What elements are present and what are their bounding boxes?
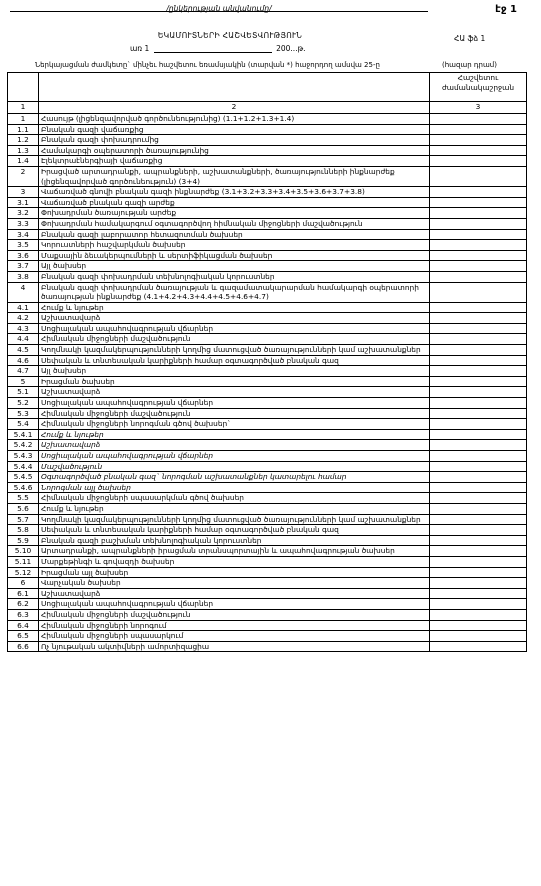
row-value-cell[interactable] (430, 323, 527, 334)
row-number: 5.6 (8, 503, 39, 514)
row-number: 5.12 (8, 567, 39, 578)
row-number: 2 (8, 166, 39, 186)
table-row (8, 546, 527, 557)
report-table (7, 72, 527, 652)
row-indicator-text: Հիմնական միջոցների սպասարկում (39, 631, 430, 642)
row-number: 3.3 (8, 218, 39, 229)
row-value-cell[interactable] (430, 145, 527, 156)
row-indicator-text: Մաշվածություն (39, 461, 430, 472)
table-row (8, 419, 527, 430)
row-value-cell[interactable] (430, 250, 527, 261)
column-index-row (8, 102, 527, 114)
row-indicator-text: Հումք և նյութեր (39, 429, 430, 440)
row-number: 3.8 (8, 271, 39, 282)
row-indicator-text: Կորուստների հաշվարկման ծախսեր (39, 240, 430, 251)
row-indicator-text: Մաքսային ձեւակերպումների և սերտիֆիկացման ծախսեր (39, 250, 430, 261)
row-number: 5.3 (8, 408, 39, 419)
column-header-indicator (39, 73, 430, 102)
row-value-cell[interactable] (430, 620, 527, 631)
row-value-cell[interactable] (430, 387, 527, 398)
row-value-cell[interactable] (430, 271, 527, 282)
row-value-cell[interactable] (430, 599, 527, 610)
row-number: 1 (8, 114, 39, 125)
row-number: 5 (8, 376, 39, 387)
row-indicator-text: Հասույթ (լիցենզավորված գործունեությունից) (1.1+1.2+1.3+1.4) (39, 114, 430, 125)
row-number: 5.4.5 (8, 472, 39, 483)
row-value-cell[interactable] (430, 482, 527, 493)
row-value-cell[interactable] (430, 440, 527, 451)
row-indicator-text: Փոխադրման համակարգում օգտագործվող հիմնական միջոցների մաշվածություն (39, 218, 430, 229)
row-indicator-text: Հիմնական միջոցների մաշվածություն (39, 609, 430, 620)
table-row (8, 355, 527, 366)
table-row (8, 166, 527, 186)
row-value-cell[interactable] (430, 135, 527, 146)
row-indicator-text: Հիմնական միջոցների սպասարկման գծով ծախսեր (39, 493, 430, 504)
row-indicator-text: Արտադրանքի, ապրանքների իրացման տրանսպորտային և ապահովագրության ծախսեր (39, 546, 430, 557)
table-row (8, 398, 527, 409)
row-indicator-text: Սոցիալական ապահովագրության վճարներ (39, 398, 430, 409)
submission-deadline-note: Ներկայացման ժամկետը` մինչեւ հաշվետու եռամսյակին (տարվան *) հաջորդող ամսվա 25-ը (35, 61, 380, 69)
table-row (8, 261, 527, 272)
row-value-cell[interactable] (430, 376, 527, 387)
row-indicator-text: Նորոգման այլ ծախսեր (39, 482, 430, 493)
date-blank (154, 46, 272, 53)
row-number: 6.3 (8, 609, 39, 620)
row-number: 5.4.2 (8, 440, 39, 451)
row-value-cell[interactable] (430, 261, 527, 272)
column-header-number (8, 73, 39, 102)
row-value-cell[interactable] (430, 631, 527, 642)
table-row (8, 535, 527, 546)
row-number: 3.4 (8, 229, 39, 240)
table-row (8, 641, 527, 652)
row-value-cell[interactable] (430, 429, 527, 440)
row-value-cell[interactable] (430, 302, 527, 313)
date-prefix: առ 1 (130, 44, 150, 53)
table-row (8, 250, 527, 261)
column-index-3: 3 (430, 102, 527, 114)
row-indicator-text: Սոցիալական ապահովագրության վճարներ (39, 451, 430, 462)
row-value-cell[interactable] (430, 525, 527, 536)
row-indicator-text: Իրացման այլ ծախսեր (39, 567, 430, 578)
table-row (8, 156, 527, 167)
table-row (8, 599, 527, 610)
row-number: 5.4.4 (8, 461, 39, 472)
row-number: 5.4.1 (8, 429, 39, 440)
row-indicator-text: Հումք և նյութեր (39, 302, 430, 313)
row-number: 5.9 (8, 535, 39, 546)
table-row (8, 451, 527, 462)
row-number: 4.2 (8, 313, 39, 324)
row-number: 3.7 (8, 261, 39, 272)
row-indicator-text: Իրացված արտադրանքի, ապրանքների, աշխատանքների, ծառայությունների ինքնարժեք (լիցենզավորված գործունեություն) (3+4) (39, 166, 430, 186)
row-value-cell[interactable] (430, 398, 527, 409)
row-number: 5.11 (8, 556, 39, 567)
table-row (8, 482, 527, 493)
form-code: ՀԱ ֆձ 1 (454, 34, 486, 43)
table-row (8, 440, 527, 451)
table-row (8, 620, 527, 631)
row-number: 3.1 (8, 197, 39, 208)
row-number: 5.4 (8, 419, 39, 430)
table-row (8, 567, 527, 578)
row-number: 4.6 (8, 355, 39, 366)
row-number: 6.1 (8, 588, 39, 599)
row-value-cell[interactable] (430, 355, 527, 366)
column-header-period: Հաշվետու ժամանակաշրջան (430, 73, 527, 102)
row-number: 3 (8, 187, 39, 198)
row-number: 4.5 (8, 345, 39, 356)
row-number: 3.2 (8, 208, 39, 219)
row-value-cell[interactable] (430, 282, 527, 302)
table-row (8, 503, 527, 514)
organization-name-label: /ընկերության անվանումը/ (166, 4, 272, 13)
row-number: 1.1 (8, 124, 39, 135)
table-row (8, 187, 527, 198)
row-indicator-text: Հիմնական միջոցների նորոգման գծով ծախսեր` (39, 419, 430, 430)
row-indicator-text: Այլ ծախսեր (39, 261, 430, 272)
row-indicator-text: Սեփական և տնտեսական կարիքների համար օգտագործված բնական գազ (39, 525, 430, 536)
row-value-cell[interactable] (430, 535, 527, 546)
table-row (8, 461, 527, 472)
row-value-cell[interactable] (430, 197, 527, 208)
row-value-cell[interactable] (430, 578, 527, 589)
row-indicator-text: Սեփական և տնտեսական կարիքների համար օգտագործված բնական գազ (39, 355, 430, 366)
report-date (130, 44, 306, 53)
table-row (8, 323, 527, 334)
row-indicator-text: Բնական գազի փոխադրման տեխնոլոգիական կորուստներ (39, 271, 430, 282)
row-number: 3.5 (8, 240, 39, 251)
table-row (8, 313, 527, 324)
row-indicator-text: Վաճառված գնովի բնական գազի ինքնարժեք (3.1+3.2+3.3+3.4+3.5+3.6+3.7+3.8) (39, 187, 430, 198)
row-number: 6.6 (8, 641, 39, 652)
row-indicator-text: Աշխատավարձ (39, 387, 430, 398)
row-number: 5.2 (8, 398, 39, 409)
row-value-cell[interactable] (430, 366, 527, 377)
row-indicator-text: Ոչ նյութական ակտիվների ամորտիզացիա (39, 641, 430, 652)
column-index-1: 1 (8, 102, 39, 114)
row-value-cell[interactable] (430, 313, 527, 324)
row-value-cell[interactable] (430, 218, 527, 229)
table-row (8, 114, 527, 125)
row-value-cell[interactable] (430, 451, 527, 462)
table-row (8, 302, 527, 313)
table-row (8, 493, 527, 504)
row-indicator-text: Կողմնակի կազմակերպությունների կողմից մատուցված ծառայությունների կամ աշխատանքներ (39, 345, 430, 356)
row-number: 4.4 (8, 334, 39, 345)
row-number: 1.2 (8, 135, 39, 146)
row-value-cell[interactable] (430, 493, 527, 504)
row-value-cell[interactable] (430, 609, 527, 620)
table-row (8, 376, 527, 387)
row-number: 6.2 (8, 599, 39, 610)
table-row (8, 218, 527, 229)
row-value-cell[interactable] (430, 461, 527, 472)
table-row (8, 366, 527, 377)
row-number: 5.10 (8, 546, 39, 557)
table-row (8, 334, 527, 345)
row-value-cell[interactable] (430, 166, 527, 186)
row-number: 6.4 (8, 620, 39, 631)
row-number: 6 (8, 578, 39, 589)
row-number: 4 (8, 282, 39, 302)
row-indicator-text: Բնական գազի փոխադրման ծառայության և գազամատակարարման համակարգի օպերատորի ծառայության ինքնարժեք (4.1+4.2+4.3+4.4+4.5+4.6+4.7) (39, 282, 430, 302)
table-row (8, 588, 527, 599)
row-number: 1.4 (8, 156, 39, 167)
row-value-cell[interactable] (430, 419, 527, 430)
row-value-cell[interactable] (430, 408, 527, 419)
row-indicator-text: Վարչական ծախսեր (39, 578, 430, 589)
row-value-cell[interactable] (430, 546, 527, 557)
row-indicator-text: Աշխատավարձ (39, 313, 430, 324)
row-value-cell[interactable] (430, 556, 527, 567)
table-row (8, 514, 527, 525)
table-row (8, 578, 527, 589)
table-row (8, 197, 527, 208)
row-number: 5.1 (8, 387, 39, 398)
row-number: 5.4.6 (8, 482, 39, 493)
table-row (8, 208, 527, 219)
row-value-cell[interactable] (430, 514, 527, 525)
table-row (8, 631, 527, 642)
report-title: ԵԿԱՄՈՒՏՆԵՐԻ ՀԱՇՎԵՏՎՈՒԹՅՈՒՆ (157, 31, 303, 40)
page-number: էջ 1 (495, 4, 517, 15)
row-indicator-text: Բնական գազի լաբորատոր հետազոտման ծախսեր (39, 229, 430, 240)
row-number: 5.8 (8, 525, 39, 536)
table-row (8, 472, 527, 483)
row-value-cell[interactable] (430, 208, 527, 219)
table-row (8, 271, 527, 282)
row-indicator-text: Աշխատավարձ (39, 588, 430, 599)
row-number: 6.5 (8, 631, 39, 642)
table-row (8, 229, 527, 240)
row-indicator-text: Բնական գազի բաշխման տեխնոլոգիական կորուստներ (39, 535, 430, 546)
row-number: 4.1 (8, 302, 39, 313)
row-value-cell[interactable] (430, 567, 527, 578)
table-row (8, 124, 527, 135)
row-number: 5.4.3 (8, 451, 39, 462)
row-indicator-text: Բնական գազի փոխադրումից (39, 135, 430, 146)
row-number: 5.5 (8, 493, 39, 504)
row-number: 4.7 (8, 366, 39, 377)
row-indicator-text: Փոխադրման ծառայության արժեք (39, 208, 430, 219)
row-value-cell[interactable] (430, 345, 527, 356)
row-value-cell[interactable] (430, 187, 527, 198)
row-value-cell[interactable] (430, 156, 527, 167)
row-indicator-text: Օգտագործված բնական գազ` նորոգման աշխատանքներ կատարելու համար (39, 472, 430, 483)
row-value-cell[interactable] (430, 240, 527, 251)
row-value-cell[interactable] (430, 124, 527, 135)
row-indicator-text: Համակարգի օպերատորի ծառայությունից (39, 145, 430, 156)
row-indicator-text: Հումք և նյութեր (39, 503, 430, 514)
row-value-cell[interactable] (430, 588, 527, 599)
row-indicator-text: Այլ ծախսեր (39, 366, 430, 377)
row-value-cell[interactable] (430, 114, 527, 125)
row-indicator-text: Սոցիալական ապահովագրության վճարներ (39, 599, 430, 610)
row-indicator-text: Կողմնակի կազմակերպությունների կողմից մատուցված ծառայությունների կամ աշխատանքներ (39, 514, 430, 525)
table-row (8, 282, 527, 302)
row-number: 3.6 (8, 250, 39, 261)
row-indicator-text: Հիմնական միջոցների մաշվածություն (39, 334, 430, 345)
row-indicator-text: Վաճառված բնական գազի արժեք (39, 197, 430, 208)
table-row (8, 609, 527, 620)
table-row (8, 525, 527, 536)
row-value-cell[interactable] (430, 503, 527, 514)
date-suffix: 200...թ. (276, 44, 306, 53)
table-row (8, 135, 527, 146)
table-row (8, 240, 527, 251)
table-row (8, 345, 527, 356)
row-indicator-text: Իրացման ծախսեր (39, 376, 430, 387)
row-indicator-text: Աշխատավարձ (39, 440, 430, 451)
row-value-cell[interactable] (430, 472, 527, 483)
row-value-cell[interactable] (430, 334, 527, 345)
row-indicator-text: Բնական գազի վաճառքից (39, 124, 430, 135)
table-row (8, 145, 527, 156)
row-number: 1.3 (8, 145, 39, 156)
table-row (8, 387, 527, 398)
row-indicator-text: Էլեկտրաէներգիայի վաճառքից (39, 156, 430, 167)
row-number: 4.3 (8, 323, 39, 334)
row-number: 5.7 (8, 514, 39, 525)
table-row (8, 556, 527, 567)
column-index-2: 2 (39, 102, 430, 114)
table-row (8, 408, 527, 419)
row-indicator-text: Հիմնական միջոցների մաշվածություն (39, 408, 430, 419)
table-header-row (8, 73, 527, 102)
organization-name-line (10, 11, 428, 12)
row-indicator-text: Սոցիալական ապահովագրության վճարներ (39, 323, 430, 334)
row-indicator-text: Մարքեթինգի և գովազդի ծախսեր (39, 556, 430, 567)
row-value-cell[interactable] (430, 229, 527, 240)
row-indicator-text: Հիմնական միջոցների նորոգում (39, 620, 430, 631)
unit-label: (հազար դրամ) (442, 61, 497, 69)
table-row (8, 429, 527, 440)
row-value-cell[interactable] (430, 641, 527, 652)
